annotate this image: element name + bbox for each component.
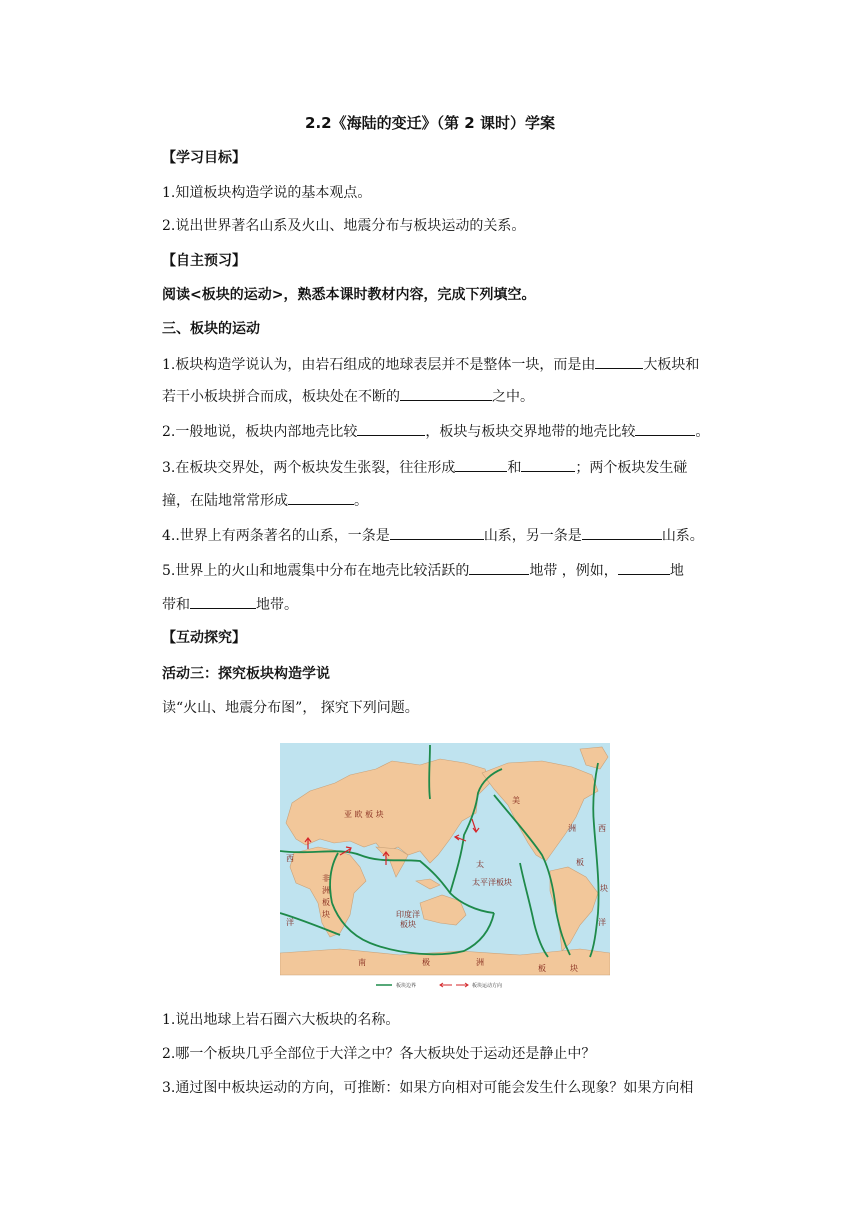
label-indian-2: 板块 xyxy=(400,920,416,929)
fill-q3-text-c: ；两个板块发生碰 xyxy=(575,460,688,476)
fill-blank[interactable] xyxy=(400,386,492,401)
fill-blank[interactable] xyxy=(521,457,575,472)
label-american-4: 块 xyxy=(600,884,608,893)
fill-blank[interactable] xyxy=(190,594,256,609)
label-african-4: 块 xyxy=(322,910,330,919)
fill-q5-text-c: 地 xyxy=(669,563,684,579)
legend-arrow-swatch xyxy=(440,983,452,987)
legend-boundary-label: 板块边界 xyxy=(396,983,417,989)
part-three-heading: 三、板块的运动 xyxy=(162,321,260,337)
label-american-3: 板 xyxy=(576,858,584,867)
fill-blank[interactable] xyxy=(635,421,695,436)
fill-q1-line2 xyxy=(162,386,534,407)
goal-2: 2.说出世界著名山系及火山、地震分布与板块运动的关系。 xyxy=(162,218,526,234)
activity-heading: 活动三：探究板块构造学说 xyxy=(162,666,330,682)
label-antarctic-5: 块 xyxy=(570,964,578,973)
antarctica-landmass xyxy=(280,949,610,975)
fill-blank[interactable] xyxy=(288,490,354,505)
fill-q2-line xyxy=(162,421,709,442)
fill-blank[interactable] xyxy=(390,525,484,540)
fill-q1-text-c: 若干小板块拼合而成，板块处在不断的 xyxy=(162,389,400,405)
question-2: 2.哪一个板块几乎全部位于大洋之中？各大板块处于运动还是静止中？ xyxy=(162,1046,596,1062)
fill-q4-text-a: 4..世界上有两条著名的山系，一条是 xyxy=(162,528,390,544)
label-american-2: 洲 xyxy=(568,824,576,833)
fill-q3-text-a: 3.在板块交界处，两个板块发生张裂，往往形成 xyxy=(162,460,456,476)
label-west-2: 洋 xyxy=(286,918,294,927)
legend-arrow-swatch xyxy=(456,983,468,987)
question-1: 1.说出地球上岩石圈六大板块的名称。 xyxy=(162,1012,400,1028)
interactive-heading: 【互动探究】 xyxy=(162,630,246,646)
label-antarctic-4: 板 xyxy=(538,964,546,973)
fill-q5-line2 xyxy=(162,594,298,615)
label-african-3: 板 xyxy=(322,898,330,907)
fill-q5-text-d: 带和 xyxy=(162,597,190,613)
fill-blank[interactable] xyxy=(357,421,425,436)
fill-q1-line1 xyxy=(162,354,699,375)
label-african-1: 非 xyxy=(322,874,330,883)
preview-instruction: 阅读<板块的运动>，熟悉本课时教材内容，完成下列填空。 xyxy=(162,287,536,303)
fill-q5-line1 xyxy=(162,560,684,581)
preview-heading: 【自主预习】 xyxy=(162,253,246,269)
fill-q2-text-b: ，板块与板块交界地带的地壳比较 xyxy=(425,424,636,440)
fill-q5-text-a: 5.世界上的火山和地震集中分布在地壳比较活跃的 xyxy=(162,563,470,579)
boundary-line xyxy=(429,745,430,799)
fill-q3-line2 xyxy=(162,490,368,511)
label-antarctic-3: 洲 xyxy=(476,958,484,967)
goal-1: 1.知道板块构造学说的基本观点。 xyxy=(162,185,372,201)
fill-q2-text-c: 。 xyxy=(695,424,710,440)
label-east-2: 洋 xyxy=(598,918,606,927)
label-eurasian-plate: 亚 欧 板 块 xyxy=(344,810,384,819)
fill-blank[interactable] xyxy=(582,525,662,540)
label-antarctic-1: 南 xyxy=(358,958,366,967)
label-tai: 太 xyxy=(476,860,484,869)
fill-q5-text-b: 地带 ，例如， xyxy=(529,563,618,579)
legend-direction-label: 板块运动方向 xyxy=(472,983,503,989)
label-west-1: 西 xyxy=(286,854,294,863)
read-map-instruction: 读“火山、地震分布图”， 探究下列问题。 xyxy=(162,700,419,716)
label-indian-1: 印度洋 xyxy=(396,910,420,919)
fill-q2-text-a: 2.一般地说，板块内部地壳比较 xyxy=(162,424,358,440)
fill-blank[interactable] xyxy=(618,560,670,575)
label-pacific-plate: 太平洋板块 xyxy=(472,878,512,887)
fill-q1-text-b: 大板块和 xyxy=(643,357,700,373)
volcano-earthquake-map xyxy=(280,743,610,993)
page-title: 2.2《海陆的变迁》（第 2 课时）学案 xyxy=(305,114,555,132)
fill-q4-text-c: 山系。 xyxy=(661,528,704,544)
fill-q1-text-d: 之中。 xyxy=(492,389,534,405)
fill-q3-text-b: 和 xyxy=(507,460,522,476)
label-american-1: 美 xyxy=(512,796,520,805)
fill-blank[interactable] xyxy=(595,354,643,369)
fill-q3-line1 xyxy=(162,457,687,478)
label-east-1: 西 xyxy=(598,824,606,833)
plate-map-svg xyxy=(280,743,610,993)
question-3: 3.通过图中板块运动的方向，可推断：如果方向相对可能会发生什么现象？如果方向相 xyxy=(162,1080,694,1096)
goals-heading: 【学习目标】 xyxy=(162,150,246,166)
fill-q3-text-d: 撞，在陆地常常形成 xyxy=(162,493,288,509)
label-african-2: 洲 xyxy=(322,886,330,895)
fill-q1-text-a: 1.板块构造学说认为，由岩石组成的地球表层并不是整体一块，而是由 xyxy=(162,357,596,373)
fill-blank[interactable] xyxy=(455,457,507,472)
fill-q4-text-b: 山系，另一条是 xyxy=(483,528,582,544)
label-antarctic-2: 极 xyxy=(422,958,430,967)
fill-q4-line xyxy=(162,525,704,546)
fill-q5-text-e: 地带。 xyxy=(256,597,298,613)
fill-q3-text-e: 。 xyxy=(354,493,368,509)
fill-blank[interactable] xyxy=(469,560,529,575)
